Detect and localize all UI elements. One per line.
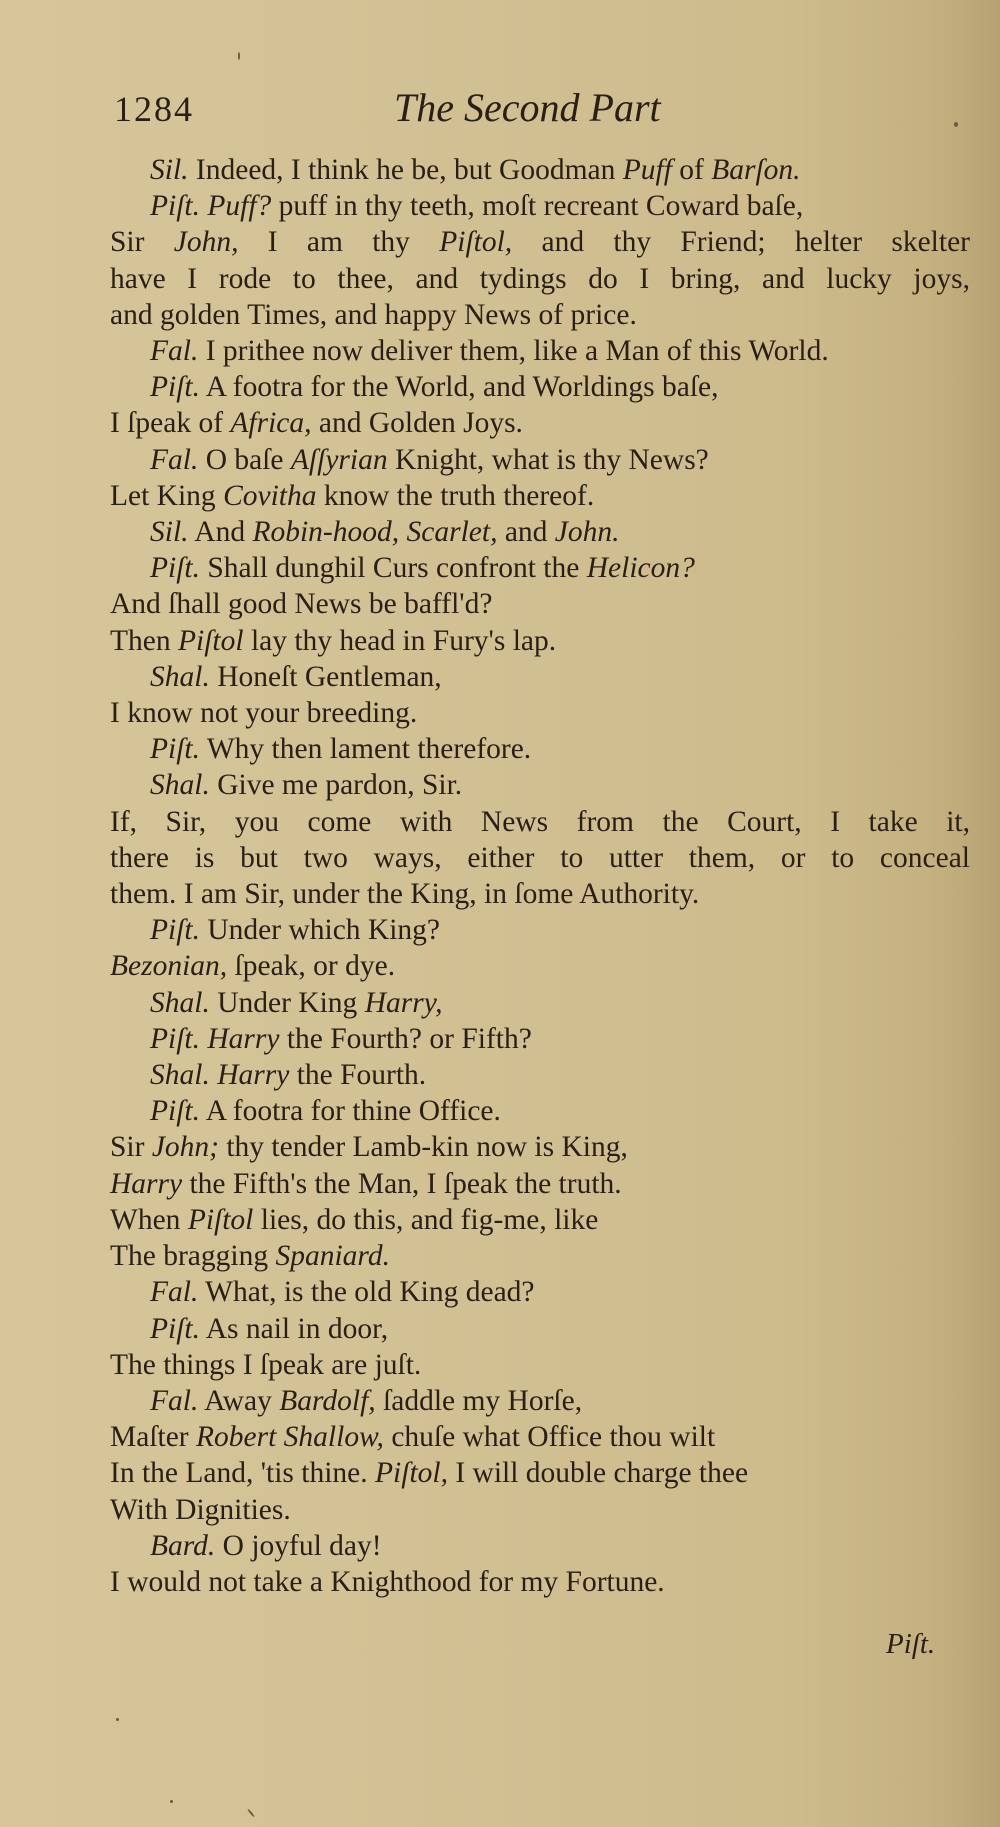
roman-text: I prithee now deliver them, like a Man of this World. — [198, 335, 829, 368]
paper-speck — [116, 1718, 119, 1721]
italic-text: Sil. — [150, 154, 189, 186]
text-line — [110, 1166, 970, 1202]
italic-text: Shal. — [150, 769, 210, 802]
roman-text: Away — [198, 1384, 280, 1417]
roman-text: A footra for thine Office. — [199, 1095, 501, 1128]
text-line — [110, 478, 970, 514]
catchword: Piſt. — [886, 1628, 936, 1660]
text-line — [110, 1093, 970, 1129]
italic-text: Harry — [207, 1022, 280, 1055]
roman-text: the Fifth's the Man, I ſpeak the truth. — [182, 1167, 622, 1200]
text-line — [110, 1492, 970, 1528]
roman-text: As nail in door, — [199, 1312, 389, 1345]
roman-text: If, Sir, you come with News from the Court, I take it, — [110, 805, 970, 838]
text-line — [110, 1057, 970, 1093]
text-line — [110, 1564, 970, 1600]
roman-text: lay thy head in Fury's lap. — [243, 624, 557, 657]
italic-text: Piſt. — [150, 1312, 200, 1345]
roman-text: the Fourth. — [289, 1059, 427, 1092]
roman-text: Under which King? — [199, 914, 441, 947]
roman-text: And ſhall good News be baffl'd? — [110, 588, 493, 621]
text-line — [110, 912, 970, 948]
italic-text: John, — [173, 226, 239, 259]
roman-text: the Fourth? or Fifth? — [279, 1022, 532, 1055]
italic-text: Bardolf, — [279, 1384, 376, 1417]
italic-text: Piſt. — [150, 552, 200, 585]
italic-text: John; — [151, 1131, 219, 1164]
roman-text: Honeſt Gentleman, — [209, 660, 442, 693]
roman-text: What, is the old King dead? — [198, 1276, 535, 1309]
text-line — [110, 985, 970, 1021]
page-header — [114, 85, 974, 138]
text-line — [110, 623, 970, 659]
italic-text: Covitha — [223, 479, 317, 512]
text-line — [110, 1274, 970, 1310]
italic-text: Piſtol — [187, 1203, 254, 1236]
roman-text: have I rode to thee, and tydings do I bring, and lucky joys, — [110, 262, 970, 295]
italic-text: Sil. — [150, 516, 189, 549]
italic-text: Piſt. — [150, 1095, 200, 1128]
roman-text: chuſe what Office thou wilt — [383, 1421, 716, 1454]
roman-text: With Dignities. — [110, 1493, 291, 1526]
roman-text: and thy Friend; helter skelter — [512, 226, 970, 259]
text-line — [110, 188, 970, 224]
text-line — [110, 695, 970, 731]
italic-text: Shal. — [150, 660, 210, 693]
roman-text: Sir — [110, 226, 174, 259]
text-line — [110, 1311, 970, 1347]
text-line — [110, 948, 970, 984]
italic-text: Fal. — [150, 443, 199, 476]
italic-text: Puff? — [207, 190, 272, 223]
text-line — [110, 333, 970, 369]
italic-text: Robin-hood, Scarlet, — [252, 516, 498, 549]
roman-text: Then — [110, 624, 178, 657]
roman-text: O joyful day! — [215, 1529, 382, 1562]
italic-text: Harry — [217, 1059, 290, 1092]
italic-text: Barſon. — [711, 154, 801, 186]
italic-text: Harry, — [364, 986, 443, 1019]
italic-text: Africa, — [230, 407, 312, 440]
text-line — [110, 1455, 970, 1491]
roman-text: puff in thy teeth, moſt recreant Coward baſe, — [271, 190, 804, 223]
italic-text: Fal. — [150, 335, 199, 368]
text-line — [110, 224, 970, 260]
roman-text: and — [497, 516, 555, 549]
text-line — [110, 804, 970, 840]
italic-text: Harry — [110, 1167, 183, 1200]
italic-text: Piſtol, — [439, 226, 513, 259]
italic-text: Bard. — [150, 1529, 216, 1562]
paper-speck — [954, 122, 958, 127]
roman-text: thy tender Lamb-kin now is King, — [218, 1131, 628, 1164]
text-line — [110, 1347, 970, 1383]
text-line — [110, 731, 970, 767]
roman-text: of — [671, 154, 712, 186]
italic-text: Fal. — [150, 1384, 199, 1417]
roman-text: Under King — [209, 986, 365, 1019]
roman-text: there is but two ways, either to utter them, or to conceal — [110, 841, 970, 874]
roman-text: Shall dunghil Curs confront the — [199, 552, 587, 585]
roman-text: ſaddle my Horſe, — [375, 1384, 583, 1417]
italic-text: John. — [554, 516, 620, 549]
italic-text: Piſt. — [150, 914, 200, 947]
text-line — [110, 1238, 970, 1274]
text-line — [110, 840, 970, 876]
roman-text: Maſter — [110, 1421, 197, 1454]
roman-text: know the truth thereof. — [316, 479, 595, 512]
roman-text: The things I ſpeak are juſt. — [110, 1348, 422, 1381]
roman-text: I am thy — [238, 226, 440, 259]
roman-text: I will double charge thee — [447, 1457, 749, 1490]
paper-speck — [170, 1800, 173, 1803]
italic-text: Piſt. — [150, 371, 200, 404]
roman-text: them. I am Sir, under the King, in ſome Authority. — [110, 878, 700, 911]
roman-text: The bragging — [110, 1240, 276, 1273]
roman-text: I ſpeak of — [110, 407, 231, 440]
text-line — [110, 659, 970, 695]
play-text — [110, 152, 970, 1600]
roman-text: I would not take a Knighthood for my Fortune. — [110, 1565, 665, 1598]
text-line — [110, 261, 970, 297]
text-line — [110, 297, 970, 333]
text-line — [110, 1129, 970, 1165]
roman-text: O baſe — [198, 443, 291, 476]
text-line — [110, 550, 970, 586]
italic-text: Piſt. — [150, 1022, 200, 1055]
italic-text: Robert Shallow, — [196, 1421, 384, 1454]
text-line — [110, 1202, 970, 1238]
roman-text: Sir — [110, 1131, 152, 1164]
italic-text: Puff — [622, 154, 672, 186]
roman-text: Let King — [110, 479, 224, 512]
italic-text: Helicon? — [586, 552, 695, 585]
italic-text: Spaniard. — [275, 1240, 390, 1273]
roman-text: and golden Times, and happy News of price. — [110, 298, 637, 331]
text-line — [110, 1419, 970, 1455]
italic-text: Bezonian, — [110, 950, 228, 983]
roman-text: Knight, what is thy News? — [387, 443, 709, 476]
italic-text: Shal. — [150, 1059, 210, 1092]
roman-text: Give me pardon, Sir. — [209, 769, 463, 802]
paper-speck — [247, 1809, 255, 1818]
text-line — [110, 369, 970, 405]
roman-text: I know not your breeding. — [110, 697, 418, 730]
text-line — [110, 1383, 970, 1419]
running-title: The Second Part — [394, 85, 661, 130]
roman-text: And — [188, 516, 253, 549]
text-line — [110, 514, 970, 550]
roman-text: lies, do this, and fig-me, like — [253, 1203, 599, 1236]
roman-text: Indeed, I think he be, but Goodman — [188, 154, 623, 186]
roman-text: ſpeak, or dye. — [227, 950, 396, 983]
italic-text: Piſtol — [178, 624, 244, 657]
text-line — [110, 1021, 970, 1057]
italic-text: Piſt. — [150, 733, 200, 766]
roman-text: When — [110, 1203, 188, 1236]
roman-text: and Golden Joys. — [311, 407, 523, 440]
text-line — [110, 586, 970, 622]
text-line — [110, 1528, 970, 1564]
italic-text: Piſtol, — [375, 1457, 448, 1490]
roman-text: Why then lament therefore. — [199, 733, 532, 766]
italic-text: Shal. — [150, 986, 210, 1019]
italic-text: Aſſyrian — [290, 443, 388, 476]
roman-text: A footra for the World, and Worldings baſe, — [199, 371, 719, 404]
text-line — [110, 405, 970, 441]
text-line — [110, 442, 970, 478]
text-line — [110, 152, 970, 188]
italic-text: Fal. — [150, 1276, 199, 1309]
roman-text: In the Land, 'tis thine. — [110, 1457, 376, 1490]
text-line — [110, 767, 970, 803]
text-line — [110, 876, 970, 912]
paper-speck — [238, 52, 240, 60]
italic-text: Piſt. — [150, 190, 200, 223]
page-number: 1284 — [114, 89, 194, 129]
